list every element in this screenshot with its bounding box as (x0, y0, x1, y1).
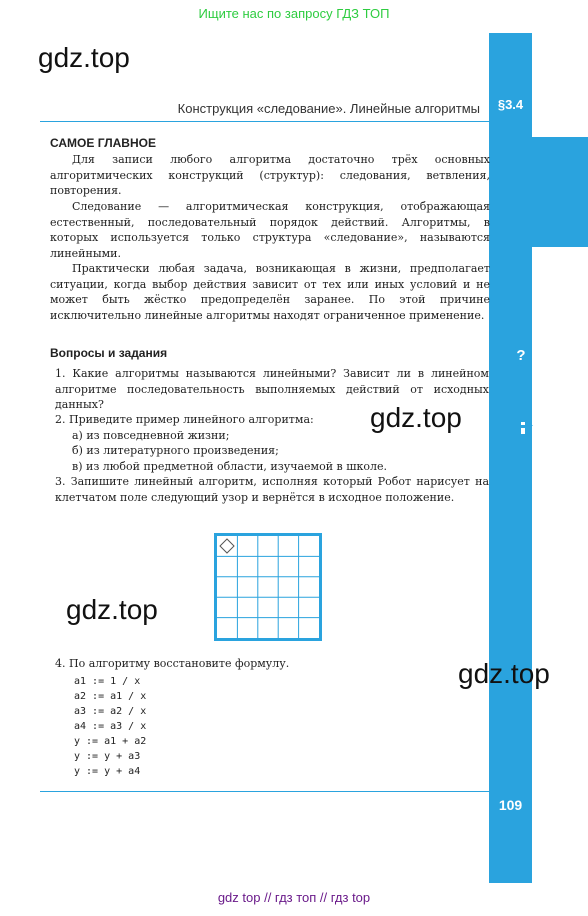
top-banner: Ищите нас по запросу ГДЗ ТОП (198, 6, 390, 21)
code-line: y := y + a4 (74, 766, 141, 777)
question-2-item: б) из литературного произведения; (72, 444, 279, 457)
footer-rule (40, 791, 489, 792)
question-3: 3. Запишите линейный алгоритм, исполняя который Робот нарисует на клетчатом поле следующий узор и вернётся в исходное положение. (55, 475, 489, 504)
side-band (511, 137, 588, 247)
code-line: a4 := a3 / x (74, 721, 147, 732)
home-icon (511, 414, 535, 436)
watermark: gdz.top (370, 402, 462, 433)
summary-paragraph: Следование — алгоритмическая конструкция, отображающая естественный, последовательный порядок действий. Алгоритмы, в которых используется только структура «следование», называются линейными. (50, 200, 490, 260)
questions-heading: Вопросы и задания (50, 346, 168, 360)
code-line: a2 := a1 / x (74, 691, 147, 702)
chapter-title: Конструкция «следование». Линейные алгоритмы (177, 101, 480, 116)
code-line: y := y + a3 (74, 751, 141, 762)
question-2-item: а) из повседневной жизни; (72, 429, 230, 442)
question-1: 1. Какие алгоритмы называются линейными? Зависит ли в линейном алгоритме последовательность выполняемых действий от исходных данных? (55, 367, 489, 411)
watermark: gdz.top (66, 594, 158, 625)
code-line: a1 := 1 / x (74, 676, 141, 687)
question-icon: ? (511, 346, 531, 366)
section-number: §3.4 (497, 97, 524, 112)
code-line: y := a1 + a2 (74, 736, 147, 747)
question-2-item: в) из любой предметной области, изучаемой в школе. (72, 460, 387, 473)
robot-marker (220, 539, 234, 553)
page-number: 109 (498, 797, 523, 813)
code-line: a3 := a2 / x (74, 706, 147, 717)
robot-grid (214, 533, 322, 641)
question-4: 4. По алгоритму восстановите формулу. (55, 657, 290, 670)
summary-paragraph: Для записи любого алгоритма достаточно трёх основных алгоритмических конструкций (структур): следования, ветвления, повторения. (50, 153, 490, 197)
header-rule (40, 121, 489, 122)
footer-links: gdz top // гдз топ // гдз top (217, 890, 371, 905)
question-2: 2. Приведите пример линейного алгоритма: (55, 413, 314, 426)
summary-heading: САМОЕ ГЛАВНОЕ (50, 136, 156, 150)
watermark: gdz.top (38, 42, 130, 73)
watermark: gdz.top (458, 658, 550, 689)
summary-paragraph: Практически любая задача, возникающая в жизни, предполагает ситуации, когда выбор действия зависит от тех или иных условий и не может быть жёстко предопределён заранее. По этой причине исключительно линейные алгоритмы находят ограниченное применение. (50, 262, 490, 322)
